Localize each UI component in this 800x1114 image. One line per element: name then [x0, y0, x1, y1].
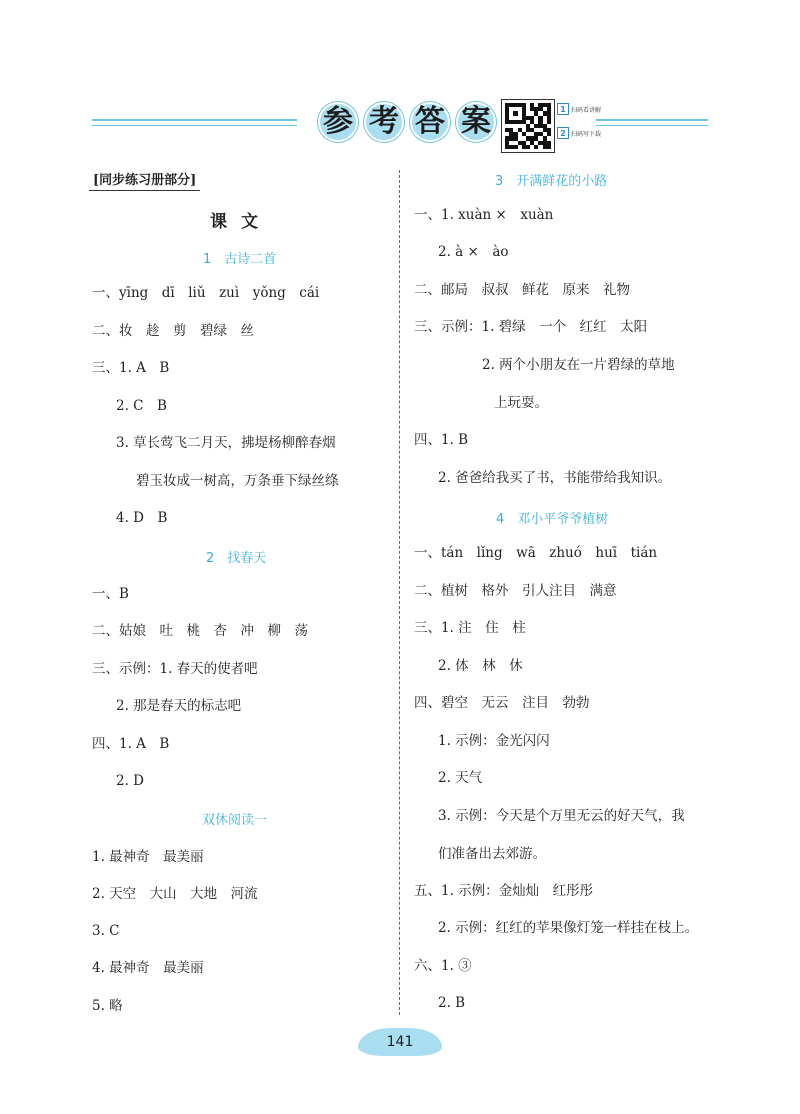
qr-code-icon[interactable]: [501, 99, 555, 153]
title-char: 参: [318, 102, 358, 142]
lesson-title: 4 邓小平爷爷植树: [496, 512, 609, 527]
header-rule-right-2: [596, 125, 708, 126]
answer-line: 二、妆 趁 剪 碧绿 丝: [92, 323, 254, 339]
qr-tag-number: 1: [557, 103, 569, 115]
answer-line: 3. 草长莺飞二月天，拂堤杨柳醉春烟: [116, 435, 336, 451]
header-rule-left: [92, 119, 297, 121]
answer-line: 1. 示例：金光闪闪: [438, 733, 550, 749]
section-tag: [ 同步练习册部分 ]: [89, 167, 200, 191]
answer-line: 二、邮局 叔叔 鲜花 原来 礼物: [414, 282, 630, 298]
qr-tag-number: 2: [557, 127, 569, 139]
answer-line: 二、植树 格外 引人注目 满意: [414, 583, 617, 599]
answer-line: 1. 最神奇 最美丽: [92, 849, 204, 865]
answer-line: 5. 略: [92, 998, 123, 1014]
answer-line: 2. 爸爸给我买了书，书能带给我知识。: [438, 470, 672, 486]
answer-line: 三、示例：1. 春天的使者吧: [92, 661, 258, 677]
title-char: 案: [456, 102, 496, 142]
answer-line: 四、1. A B: [92, 736, 170, 752]
answer-line: 一、1. xuàn × xuàn: [414, 207, 554, 223]
answer-line: 4. 最神奇 最美丽: [92, 960, 204, 976]
answer-line: 2. D: [116, 773, 144, 789]
column-title: 课文: [210, 212, 272, 232]
answer-line: 2. 天空 大山 大地 河流: [92, 886, 258, 902]
answer-line: 2. 两个小朋友在一片碧绿的草地: [482, 357, 675, 373]
header-rule-right: [596, 119, 708, 121]
answer-line: 们准备出去郊游。: [438, 846, 546, 862]
answer-line: 2. à × ào: [438, 244, 509, 260]
lesson-title: 3 开满鲜花的小路: [495, 174, 608, 189]
answer-line: 三、1. A B: [92, 360, 170, 376]
lesson-title: 2 找春天: [206, 551, 267, 566]
answer-line: 一、B: [92, 586, 129, 602]
answer-line: 碧玉妆成一树高，万条垂下绿丝绦: [136, 473, 339, 489]
qr-tag-text: 扫码写下载: [571, 130, 602, 138]
title-char: 考: [364, 102, 404, 142]
lesson-title: 1 古诗二首: [203, 252, 277, 267]
title-char: 答: [410, 102, 450, 142]
answer-line: 2. 体 林 休: [438, 658, 523, 674]
qr-tag-1: [557, 103, 601, 115]
answer-line: 3. C: [92, 923, 120, 939]
answer-line: 3. 示例：今天是个万里无云的好天气，我: [438, 808, 685, 824]
answer-line: 2. C B: [116, 398, 167, 414]
answer-line: 六、1. ③: [414, 958, 472, 974]
answer-line: 三、示例：1. 碧绿 一个 红红 太阳: [414, 319, 648, 335]
answer-line: 二、姑娘 吐 桃 杏 冲 柳 荡: [92, 623, 308, 639]
answer-line: 2. 示例：红红的苹果像灯笼一样挂在枝上。: [438, 920, 699, 936]
answer-line: 一、yīng dī liǔ zuì yǒng cái: [92, 285, 320, 301]
lesson-title: 双休阅读一: [202, 813, 268, 828]
qr-tag-text: 扫码看讲解: [571, 106, 602, 114]
answer-line: 2. 天气: [438, 770, 483, 786]
answer-line: 一、tán lǐng wā zhuó huī tián: [414, 545, 658, 561]
header-rule-left-2: [92, 125, 297, 126]
answer-line: 2. B: [438, 995, 466, 1011]
column-divider: [399, 170, 400, 1015]
answer-line: 2. 那是春天的标志吧: [116, 698, 242, 714]
answer-line: 三、1. 注 住 柱: [414, 620, 526, 636]
answer-line: 四、碧空 无云 注目 勃勃: [414, 695, 590, 711]
answer-line: 上玩耍。: [494, 395, 548, 411]
page-title: [318, 102, 496, 142]
page-number: 141: [358, 1028, 442, 1056]
qr-tag-2: [557, 127, 601, 139]
answer-line: 四、1. B: [414, 432, 469, 448]
answer-line: 五、1. 示例：金灿灿 红彤彤: [414, 883, 594, 899]
answer-line: 4. D B: [116, 510, 168, 526]
